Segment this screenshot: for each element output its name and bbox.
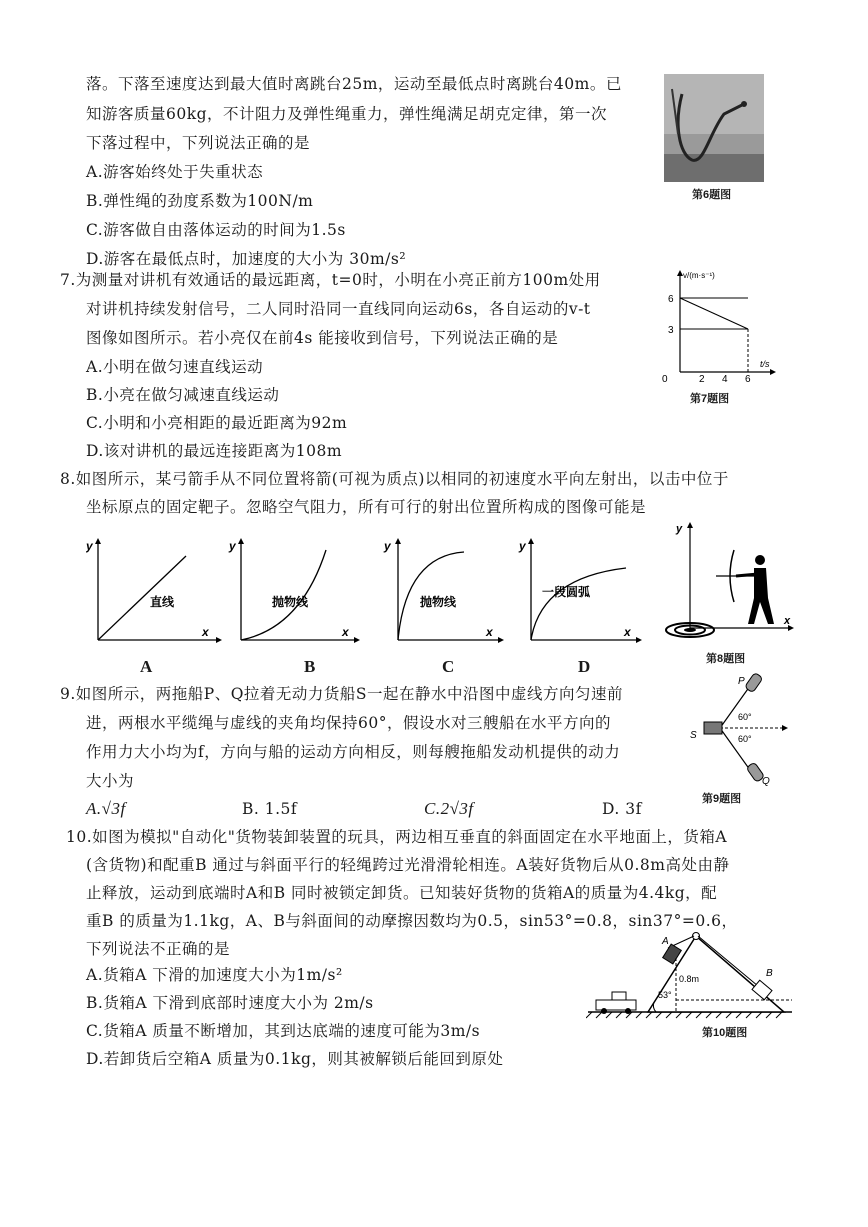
q7-line-2: 对讲机持续发射信号，二人同时沿同一直线同向运动6s，各自运动的v-t [86, 300, 591, 318]
q8-graph-b [228, 538, 360, 643]
q8-letter-d: D [578, 657, 591, 676]
q10-figure-caption: 第10题图 [702, 1027, 748, 1039]
q8-letter-b: B [304, 657, 316, 676]
q8-letter-a: A [140, 657, 153, 676]
q8-graph-c-xlabel: x [486, 625, 493, 639]
q7-option-a: A.小明在做匀速直线运动 [86, 358, 264, 376]
q8-archer-xlabel: x [784, 615, 791, 627]
q10-option-c: C.货箱A 质量不断增加，其到达底端的速度可能为3m/s [86, 1022, 481, 1040]
q7-graph-xtick-4: 4 [722, 374, 728, 385]
q8-letter-c: C [442, 657, 455, 676]
q10-line-2: (含货物)和配重B 通过与斜面平行的轻绳跨过光滑滑轮相连。A装好货物后从0.8m高处由静 [86, 856, 730, 874]
q6-line-2: 知游客质量60kg，不计阻力及弹性绳重力，弹性绳满足胡克定律，第一次 [86, 105, 608, 123]
q8-graph-d [518, 538, 642, 643]
q7-option-d: D.该对讲机的最远连接距离为108m [86, 442, 343, 460]
q7-graph-xlabel: t/s [760, 359, 770, 369]
q9-figure-caption: 第9题图 [702, 793, 742, 805]
q9-line-3: 作用力大小均为f，方向与船的运动方向相反，则每艘拖船发动机提供的动力 [86, 743, 621, 761]
q9-label-p: P [738, 676, 745, 687]
q9-label-s: S [690, 730, 697, 741]
q7-graph-xtick-6: 6 [745, 374, 751, 385]
q10-label-height: 0.8m [679, 974, 700, 984]
q9-option-c: C.2√3f [424, 799, 474, 818]
q6-option-d: D.游客在最低点时，加速度的大小为 30m/s² [86, 250, 407, 268]
q9-option-b: B. 1.5f [242, 800, 298, 818]
q7-graph-xtick-0: 0 [662, 374, 668, 385]
q9-line-2: 进，两根水平缆绳与虚线的夹角均保持60°，假设水对三艘船在水平方向的 [86, 714, 611, 732]
q9-boats-figure [686, 672, 796, 796]
q7-option-c: C.小明和小亮相距的最近距离为92m [86, 414, 348, 432]
q10-label-angle: 53° [658, 990, 672, 1000]
q7-vt-graph [660, 268, 780, 390]
q9-angle-lower: 60° [738, 734, 752, 744]
q9-line-1: 9.如图所示，两拖船P、Q拉着无动力货船S一起在静水中沿图中虚线方向匀速前 [60, 685, 624, 703]
q8-figure-caption: 第8题图 [706, 653, 746, 665]
q10-option-b: B.货箱A 下滑到底部时速度大小为 2m/s [86, 994, 374, 1012]
q6-line-3: 下落过程中，下列说法正确的是 [86, 134, 311, 152]
q6-figure-caption: 第6题图 [692, 189, 732, 201]
q7-graph-ytick-6: 6 [668, 294, 674, 305]
q10-line-4: 重B 的质量为1.1kg，A、B与斜面间的动摩擦因数均为0.5，sin53°=0.8，sin37°=0.6， [86, 912, 738, 930]
q10-line-1: 10.如图为模拟"自动化"货物装卸装置的玩具，两边相互垂直的斜面固定在水平地面上，货箱A [66, 828, 728, 846]
q8-graph-c-ylabel: y [384, 539, 391, 553]
q8-graph-d-label: 一段圆弧 [542, 585, 591, 599]
q10-label-b: B [766, 968, 773, 979]
q7-line-3: 图像如图所示。若小亮仅在前4s 能接收到信号，下列说法正确的是 [86, 329, 559, 347]
q6-line-1: 落。下落至速度达到最大值时离跳台25m，运动至最低点时离跳台40m。已 [86, 75, 622, 93]
q6-option-c: C.游客做自由落体运动的时间为1.5s [86, 221, 346, 239]
q8-graph-a-xlabel: x [202, 625, 209, 639]
q8-option-graphs [86, 528, 656, 652]
q8-archer-ylabel: y [676, 523, 683, 535]
q8-graph-b-ylabel: y [229, 539, 236, 553]
q8-graph-b-label: 抛物线 [272, 595, 309, 609]
q6-option-b: B.弹性绳的劲度系数为100N/m [86, 192, 314, 210]
q9-option-d: D. 3f [602, 800, 642, 818]
q8-graph-a-ylabel: y [86, 539, 93, 553]
q7-graph-ytick-3: 3 [668, 325, 674, 336]
q10-incline-figure [586, 930, 796, 1026]
q9-label-q: Q [762, 776, 770, 787]
q8-graph-b-xlabel: x [342, 625, 349, 639]
q8-graph-d-ylabel: y [519, 539, 526, 553]
q8-archer-figure [656, 520, 796, 649]
q8-graph-c [383, 538, 504, 643]
q7-graph-xtick-2: 2 [699, 374, 705, 385]
q10-line-3: 止释放，运动到底端时A和B 同时被锁定卸货。已知装好货物的货箱A的质量为4.4kg，配 [86, 884, 718, 902]
q10-option-a: A.货箱A 下滑的加速度大小为1m/s² [86, 966, 343, 984]
q9-option-a: A.√3f [86, 799, 126, 818]
q8-graph-d-xlabel: x [624, 625, 631, 639]
q8-line-2: 坐标原点的固定靶子。忽略空气阻力，所有可行的射出位置所构成的图像可能是 [86, 498, 647, 516]
q6-option-a: A.游客始终处于失重状态 [86, 163, 264, 181]
q7-line-1: 7.为测量对讲机有效通话的最远距离，t=0时，小明在小亮正前方100m处用 [60, 271, 601, 289]
q8-line-1: 8.如图所示，某弓箭手从不同位置将箭(可视为质点)以相同的初速度水平向左射出，以击中位于 [60, 470, 729, 488]
q10-label-a: A [662, 936, 669, 947]
bungee-jump-photo [664, 74, 764, 186]
q9-line-4: 大小为 [86, 772, 135, 790]
q9-angle-upper: 60° [738, 712, 752, 722]
q8-graph-c-label: 抛物线 [420, 595, 457, 609]
q8-graph-a [86, 538, 222, 643]
q7-graph-ylabel: v/(m·s⁻¹) [683, 271, 715, 280]
q7-figure-caption: 第7题图 [690, 393, 730, 405]
q10-option-d: D.若卸货后空箱A 质量为0.1kg，则其被解锁后能回到原处 [86, 1050, 504, 1068]
q10-line-5: 下列说法不正确的是 [86, 940, 231, 958]
q7-option-b: B.小亮在做匀减速直线运动 [86, 386, 280, 404]
q8-graph-a-label: 直线 [150, 595, 175, 609]
